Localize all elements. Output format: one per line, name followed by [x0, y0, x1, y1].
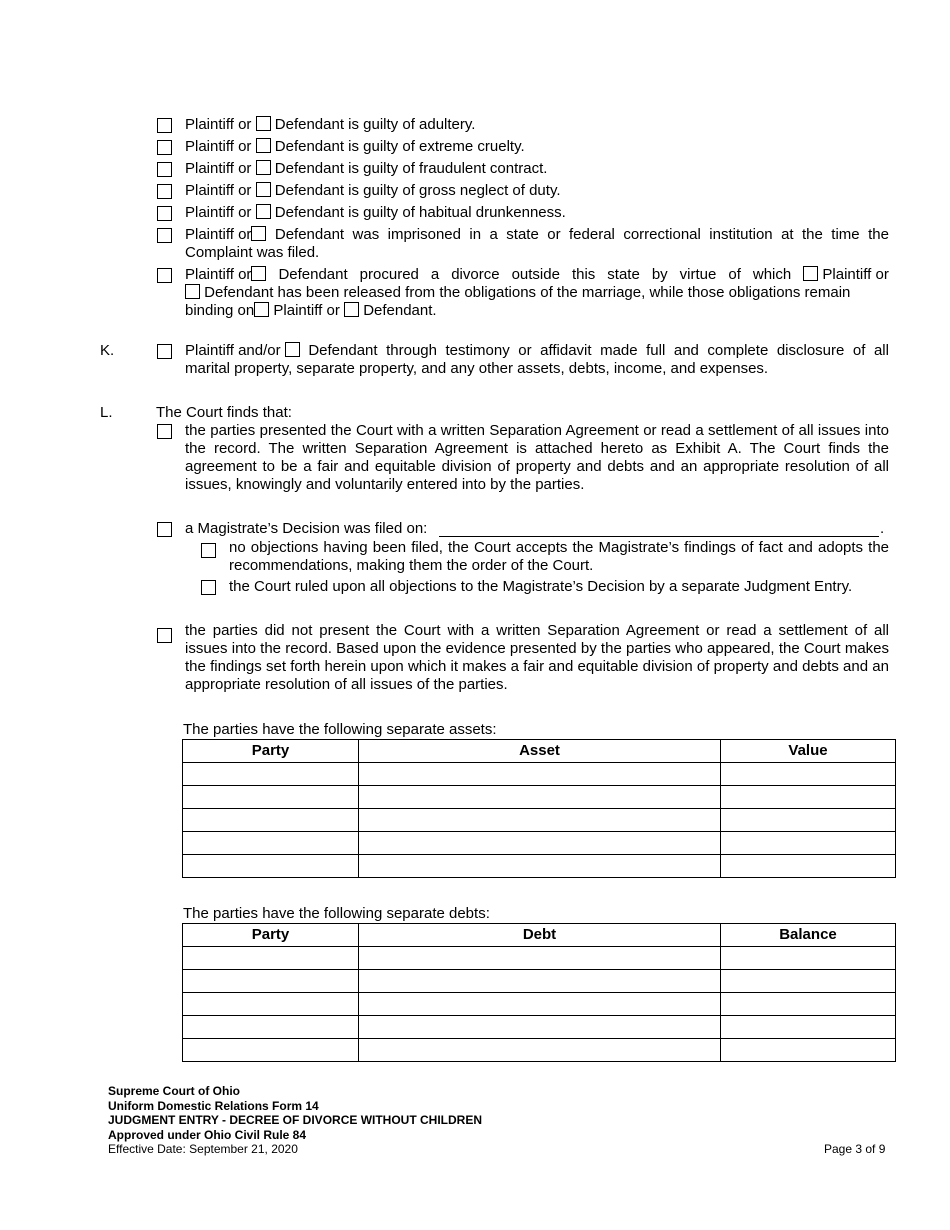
- defendant-checkbox-fraudulent-contract[interactable]: [256, 160, 271, 175]
- assets-cell-asset[interactable]: [359, 809, 721, 832]
- assets-cell-value[interactable]: [721, 809, 896, 832]
- footer-form-title: JUDGMENT ENTRY - DECREE OF DIVORCE WITHOUT CHILDREN: [108, 1113, 483, 1127]
- assets-header-row: [183, 740, 896, 763]
- agreement-presented-checkbox[interactable]: [157, 424, 172, 439]
- table-row: [183, 855, 896, 878]
- table-row: [183, 832, 896, 855]
- assets-table-caption: The parties have the following separate assets:: [183, 721, 497, 738]
- debts-cell-balance[interactable]: [721, 947, 896, 970]
- assets-cell-asset[interactable]: [359, 786, 721, 809]
- magistrate-date-period: .: [880, 520, 885, 537]
- plaintiff-checkbox-gross-neglect[interactable]: [157, 184, 172, 199]
- debts-cell-balance[interactable]: [721, 970, 896, 993]
- magistrate-decision-checkbox[interactable]: [157, 522, 172, 537]
- binding-defendant-checkbox[interactable]: [344, 302, 359, 317]
- no-agreement-checkbox[interactable]: [157, 628, 172, 643]
- debts-header-balance: Balance: [721, 924, 896, 947]
- section-k-letter: K.: [100, 342, 115, 359]
- assets-cell-asset[interactable]: [359, 832, 721, 855]
- released-plaintiff-checkbox[interactable]: [803, 266, 818, 281]
- ground-extreme-cruelty: Plaintiff or Defendant is guilty of extreme cruelty.: [185, 138, 525, 155]
- debts-cell-balance[interactable]: [721, 993, 896, 1016]
- debts-cell-debt[interactable]: [359, 970, 721, 993]
- plaintiff-checkbox-imprisoned[interactable]: [157, 228, 172, 243]
- assets-cell-asset[interactable]: [359, 855, 721, 878]
- assets-cell-party[interactable]: [183, 832, 359, 855]
- ground-imprisoned-line2: Complaint was filed.: [185, 244, 320, 261]
- debts-cell-debt[interactable]: [359, 993, 721, 1016]
- assets-cell-value[interactable]: [721, 763, 896, 786]
- debts-header-row: [183, 924, 896, 947]
- plaintiff-checkbox-habitual-drunkenness[interactable]: [157, 206, 172, 221]
- defendant-checkbox-imprisoned[interactable]: [251, 226, 266, 241]
- debts-cell-party[interactable]: [183, 1039, 359, 1062]
- debts-cell-debt[interactable]: [359, 1039, 721, 1062]
- debts-table-caption: The parties have the following separate debts:: [183, 905, 490, 922]
- objections-ruled-text: the Court ruled upon all objections to the Magistrate’s Decision by a separate Judgment Entry.: [229, 578, 853, 595]
- debts-cell-party[interactable]: [183, 1016, 359, 1039]
- plaintiff-checkbox-fraudulent-contract[interactable]: [157, 162, 172, 177]
- assets-header-party: Party: [183, 740, 359, 763]
- assets-cell-party[interactable]: [183, 809, 359, 832]
- table-row: [183, 1039, 896, 1062]
- debts-cell-balance[interactable]: [721, 1016, 896, 1039]
- debts-header-debt: Debt: [359, 924, 721, 947]
- no-objections-text: no objections having been filed, the Court accepts the Magistrate’s findings of fact and adopts the recommendations, making them the order of the Court.: [229, 539, 889, 574]
- ground-foreign-divorce-line3: binding on Plaintiff or Defendant.: [185, 302, 437, 319]
- defendant-checkbox-extreme-cruelty[interactable]: [256, 138, 271, 153]
- assets-cell-party[interactable]: [183, 763, 359, 786]
- table-row: [183, 786, 896, 809]
- debts-cell-party[interactable]: [183, 993, 359, 1016]
- defendant-checkbox-foreign-divorce[interactable]: [251, 266, 266, 281]
- table-row: [183, 763, 896, 786]
- assets-cell-value[interactable]: [721, 832, 896, 855]
- binding-plaintiff-checkbox[interactable]: [254, 302, 269, 317]
- plaintiff-checkbox-extreme-cruelty[interactable]: [157, 140, 172, 155]
- debts-cell-party[interactable]: [183, 947, 359, 970]
- section-k-line1: Plaintiff and/or Defendant through testimony or affidavit made full and complete disclosure of all: [185, 342, 889, 359]
- ground-fraudulent-contract: Plaintiff or Defendant is guilty of fraudulent contract.: [185, 160, 548, 177]
- assets-header-value: Value: [721, 740, 896, 763]
- ground-imprisoned-line1: Plaintiff or Defendant was imprisoned in a state or federal correctional institution at the time the: [185, 226, 889, 243]
- debts-cell-debt[interactable]: [359, 1016, 721, 1039]
- no-objections-checkbox[interactable]: [201, 543, 216, 558]
- assets-cell-asset[interactable]: [359, 763, 721, 786]
- debts-cell-balance[interactable]: [721, 1039, 896, 1062]
- assets-cell-party[interactable]: [183, 855, 359, 878]
- assets-cell-value[interactable]: [721, 855, 896, 878]
- objections-ruled-checkbox[interactable]: [201, 580, 216, 595]
- footer-form-name: Uniform Domestic Relations Form 14: [108, 1098, 319, 1113]
- debts-header-party: Party: [183, 924, 359, 947]
- agreement-presented-text: the parties presented the Court with a written Separation Agreement or read a settlement of all issues into the record. The written Separation Agreement is attached hereto as Exhibit A. The Court finds the agreement to be a fair and equitable division of property and debts and an appropriate resolution of all issues, knowingly and voluntarily entered into by the parties.: [185, 422, 889, 493]
- plaintiff-checkbox-disclosure[interactable]: [157, 344, 172, 359]
- ground-gross-neglect: Plaintiff or Defendant is guilty of gross neglect of duty.: [185, 182, 561, 199]
- assets-cell-party[interactable]: [183, 786, 359, 809]
- section-l-intro: The Court finds that:: [156, 404, 292, 421]
- form-footer: [108, 1084, 482, 1157]
- assets-cell-value[interactable]: [721, 786, 896, 809]
- ground-habitual-drunkenness: Plaintiff or Defendant is guilty of habitual drunkenness.: [185, 204, 566, 221]
- defendant-checkbox-habitual-drunkenness[interactable]: [256, 204, 271, 219]
- debts-table: [182, 923, 896, 1062]
- no-agreement-text: the parties did not present the Court with a written Separation Agreement or read a settlement of all issues into the record. Based upon the evidence presented by the parties who appeared, the Court makes the findings set forth herein upon which it makes a fair and equitable division of property and debts and an appropriate resolution of all issues of the parties.: [185, 622, 889, 693]
- assets-header-asset: Asset: [359, 740, 721, 763]
- table-row: [183, 993, 896, 1016]
- page-number: Page 3 of 9: [824, 1142, 886, 1156]
- footer-court: Supreme Court of Ohio: [108, 1084, 240, 1098]
- table-row: [183, 809, 896, 832]
- defendant-checkbox-disclosure[interactable]: [285, 342, 300, 357]
- ground-foreign-divorce-line2: Defendant has been released from the obligations of the marriage, while those obligations remain: [185, 284, 889, 302]
- defendant-checkbox-adultery[interactable]: [256, 116, 271, 131]
- debts-cell-debt[interactable]: [359, 947, 721, 970]
- ground-adultery: Plaintiff or Defendant is guilty of adultery.: [185, 116, 476, 133]
- footer-rule: Approved under Ohio Civil Rule 84: [108, 1127, 307, 1142]
- table-row: [183, 947, 896, 970]
- debts-cell-party[interactable]: [183, 970, 359, 993]
- plaintiff-checkbox-adultery[interactable]: [157, 118, 172, 133]
- ground-foreign-divorce-line1: Plaintiff or Defendant procured a divorce outside this state by virtue of which Plaintiff or: [185, 266, 889, 283]
- table-row: [183, 1016, 896, 1039]
- section-k-line2: marital property, separate property, and any other assets, debts, income, and expenses.: [185, 360, 769, 377]
- section-l-letter: L.: [100, 404, 113, 421]
- table-row: [183, 970, 896, 993]
- magistrate-date-field[interactable]: [439, 520, 879, 537]
- plaintiff-checkbox-foreign-divorce[interactable]: [157, 268, 172, 283]
- defendant-checkbox-gross-neglect[interactable]: [256, 182, 271, 197]
- released-defendant-checkbox[interactable]: [185, 284, 200, 299]
- footer-effective-date: Effective Date: September 21, 2020: [108, 1142, 298, 1156]
- assets-table: [182, 739, 896, 878]
- magistrate-decision-label: a Magistrate’s Decision was filed on:: [185, 520, 428, 537]
